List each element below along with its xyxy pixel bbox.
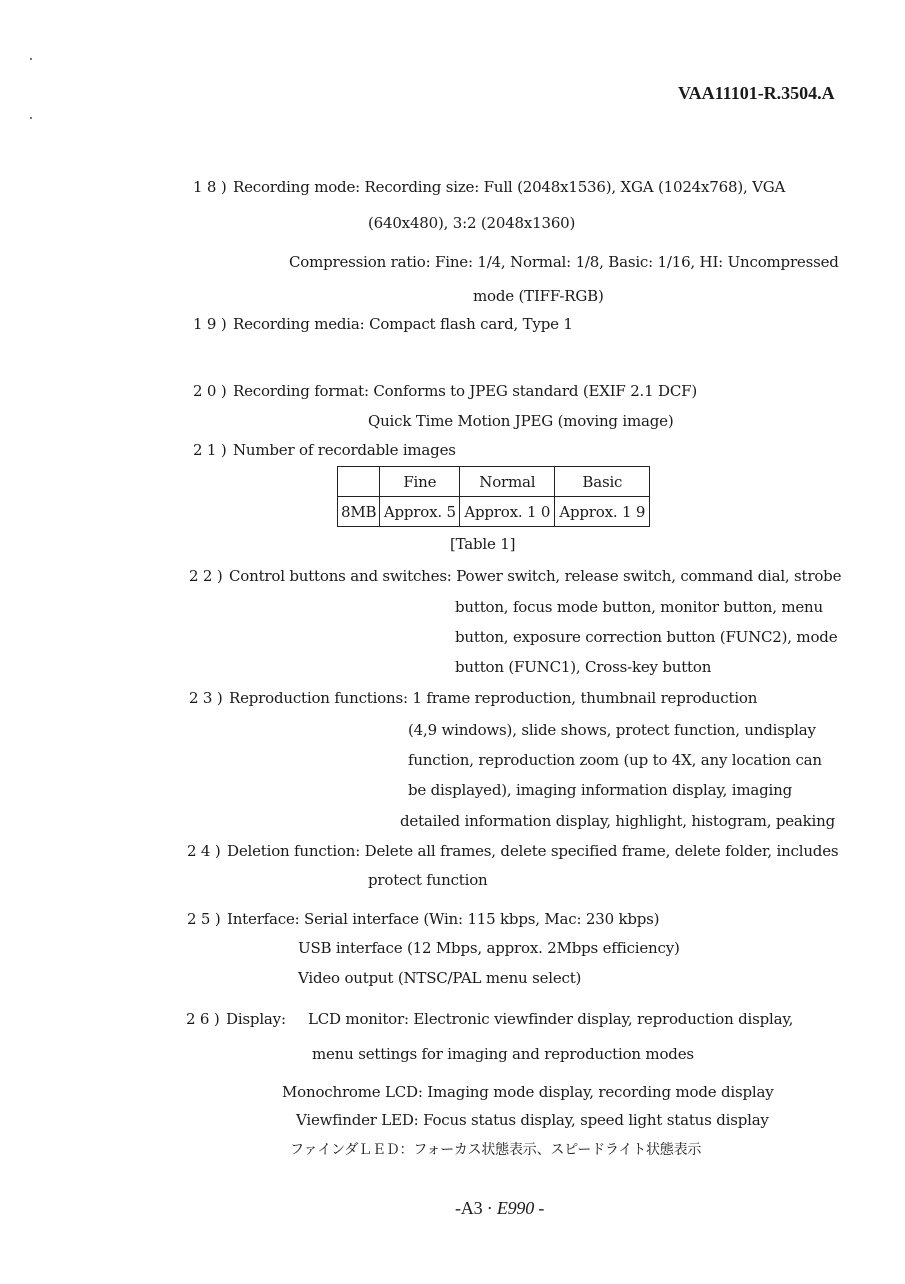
item-number: 2 6 ) <box>186 1010 220 1028</box>
item-18-line4: mode (TIFF-RGB) <box>473 287 604 305</box>
document-id: VAA11101-R.3504.A <box>678 83 835 103</box>
page-footer <box>455 1199 544 1217</box>
item-number: 2 0 ) <box>193 382 227 400</box>
table-cell: Approx. 5 <box>380 497 460 527</box>
item-20-line2: Quick Time Motion JPEG (moving image) <box>368 412 674 430</box>
item-18-line2: (640x480), 3:2 (2048x1360) <box>368 214 576 232</box>
item-text: Interface: Serial interface (Win: 115 kbps, Mac: 230 kbps) <box>227 910 660 928</box>
table-header-cell: Fine <box>380 467 460 497</box>
item-23-line3: function, reproduction zoom (up to 4X, any location can <box>408 751 822 769</box>
model-name: E990 <box>496 1198 535 1218</box>
scan-speck <box>30 117 32 119</box>
item-text: Deletion function: Delete all frames, delete specified frame, delete folder, includes <box>227 842 839 860</box>
item-26-line3: Monochrome LCD: Imaging mode display, recording mode display <box>282 1083 774 1101</box>
item-text: Recording format: Conforms to JPEG standard (EXIF 2.1 DCF) <box>233 382 697 400</box>
item-number: 2 4 ) <box>187 842 221 860</box>
table-cell: Approx. 1 9 <box>555 497 650 527</box>
scan-speck <box>30 58 32 60</box>
item-24-line2: protect function <box>368 871 488 889</box>
item-number: 2 2 ) <box>189 567 223 585</box>
item-text: Recording mode: Recording size: Full (2048x1536), XGA (1024x768), VGA <box>233 178 786 196</box>
table-header-cell: Basic <box>555 467 650 497</box>
item-22-line4: button (FUNC1), Cross-key button <box>455 658 712 676</box>
table-header-row <box>338 467 650 497</box>
recordable-images-table <box>337 466 650 527</box>
item-number: 2 5 ) <box>187 910 221 928</box>
table-row <box>338 497 650 527</box>
item-number: 2 1 ) <box>193 441 227 459</box>
item-23-line4: be displayed), imaging information display, imaging <box>408 781 792 799</box>
item-text: Number of recordable images <box>233 441 456 459</box>
item-text: Recording media: Compact flash card, Type 1 <box>233 315 573 333</box>
item-24-line1 <box>187 842 838 860</box>
item-text: Control buttons and switches: Power switch, release switch, command dial, strobe <box>229 567 842 585</box>
table-cell: 8MB <box>338 497 380 527</box>
item-25-line1 <box>187 910 659 928</box>
table-header-cell <box>338 467 380 497</box>
item-19-line1 <box>193 315 573 333</box>
item-25-line2: USB interface (12 Mbps, approx. 2Mbps efficiency) <box>298 939 680 957</box>
item-26-line2: menu settings for imaging and reproduction modes <box>312 1045 694 1063</box>
item-number: 1 8 ) <box>193 178 227 196</box>
table-caption: [Table 1] <box>450 535 516 553</box>
table-header-cell: Normal <box>460 467 555 497</box>
table-cell: Approx. 1 0 <box>460 497 555 527</box>
item-22-line3: button, exposure correction button (FUNC2), mode <box>455 628 838 646</box>
item-number: 2 3 ) <box>189 689 223 707</box>
item-18-line1 <box>193 178 785 196</box>
page-number: -A3 · <box>455 1198 493 1218</box>
item-number: 1 9 ) <box>193 315 227 333</box>
item-23-line5: detailed information display, highlight, histogram, peaking <box>400 812 836 830</box>
item-text: Reproduction functions: 1 frame reproduction, thumbnail reproduction <box>229 689 758 707</box>
item-23-line1 <box>189 689 757 707</box>
footer-suffix: - <box>538 1198 545 1218</box>
item-21-line1 <box>193 441 456 459</box>
item-22-line2: button, focus mode button, monitor button, menu <box>455 598 823 616</box>
item-text: LCD monitor: Electronic viewfinder display, reproduction display, <box>308 1010 794 1028</box>
item-18-line3: Compression ratio: Fine: 1/4, Normal: 1/8, Basic: 1/16, HI: Uncompressed <box>289 253 839 271</box>
item-23-line2: (4,9 windows), slide shows, protect function, undisplay <box>408 721 816 739</box>
item-label: Display: <box>226 1010 286 1028</box>
item-20-line1 <box>193 382 697 400</box>
item-22-line1 <box>189 567 841 585</box>
item-25-line3: Video output (NTSC/PAL menu select) <box>298 969 582 987</box>
item-26-line1 <box>186 1010 793 1028</box>
item-26-line4: Viewfinder LED: Focus status display, speed light status display <box>296 1111 769 1129</box>
item-26-line5: ファインダＬＥＤ：フォーカス状態表示、スピードライト状態表示 <box>290 1142 702 1158</box>
